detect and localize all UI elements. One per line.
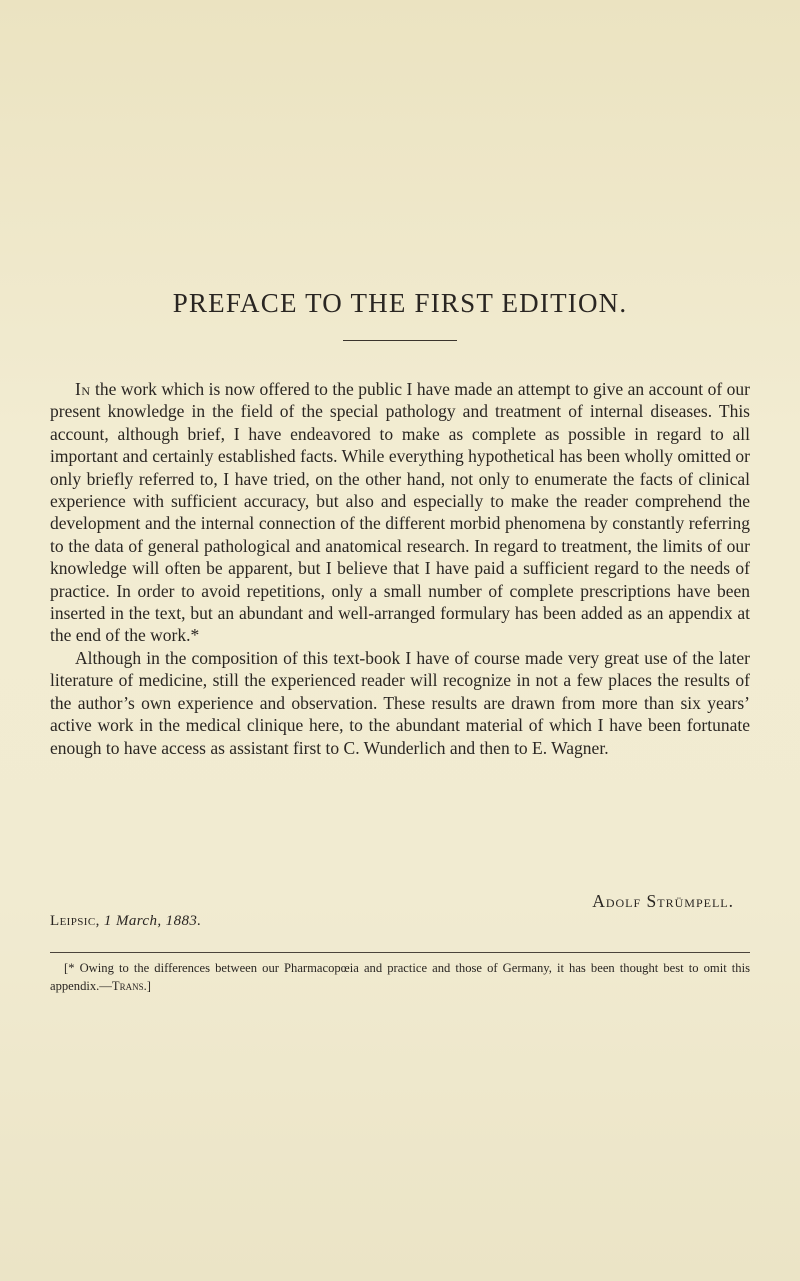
footnote-text: [* Owing to the differences between our Pharmacopœia and practice and those of Germany, it has been thought best to omit this appendix.—: [50, 961, 750, 993]
dateline-place: Leipsic,: [50, 913, 100, 929]
dateline: [50, 913, 201, 930]
dateline-date: 1 March, 1883.: [103, 913, 202, 929]
title-divider: [343, 340, 457, 341]
footnote-text-line: [50, 960, 750, 995]
footnote: [50, 960, 750, 995]
paragraph-1: [50, 378, 750, 647]
page-title: PREFACE TO THE FIRST EDITION.: [172, 288, 628, 318]
paragraph-2: Although in the composition of this text-book I have of course made very great use of the later literature of medicine, still the experienced reader will recognize in not a few places the results of the author’s own experience and observation. These results are drawn from more than six years’ active work in the medical clinique here, to the abundant material of which I have been fortunate enough to have access as assistant first to C. Wunderlich and then to E. Wagner.: [50, 647, 750, 758]
drop-lead-word: In: [75, 379, 91, 399]
footnote-close: ]: [146, 978, 151, 993]
footnote-attribution: Trans.: [111, 978, 147, 993]
paragraph-1-text: the work which is now offered to the public I have made an attempt to give an account of our present knowledge in the field of the special pathology and treatment of internal diseases. This account, although brief, I have endeavored to make as complete as possible in regard to all important and certainly established facts. While everything hypothetical has been wholly omitted or only briefly referred to, I have tried, on the other hand, not only to enumerate the facts of clinical experience with sufficient accuracy, but also and especially to make the reader comprehend the development and the internal connection of the different morbid phenomena by constantly referring to the data of general pathological and anatomical research. In regard to treatment, the limits of our knowledge will often be apparent, but I believe that I have paid a sufficient regard to the needs of practice. In order to avoid repetitions, only a small number of complete prescriptions have been inserted in the text, but an abundant and well-arranged formulary has been added as an appendix at the end of the work.*: [50, 379, 750, 646]
footnote-divider: [50, 952, 750, 953]
author-signature: Adolf Strümpell.: [592, 891, 734, 911]
preface-body: [50, 378, 750, 759]
